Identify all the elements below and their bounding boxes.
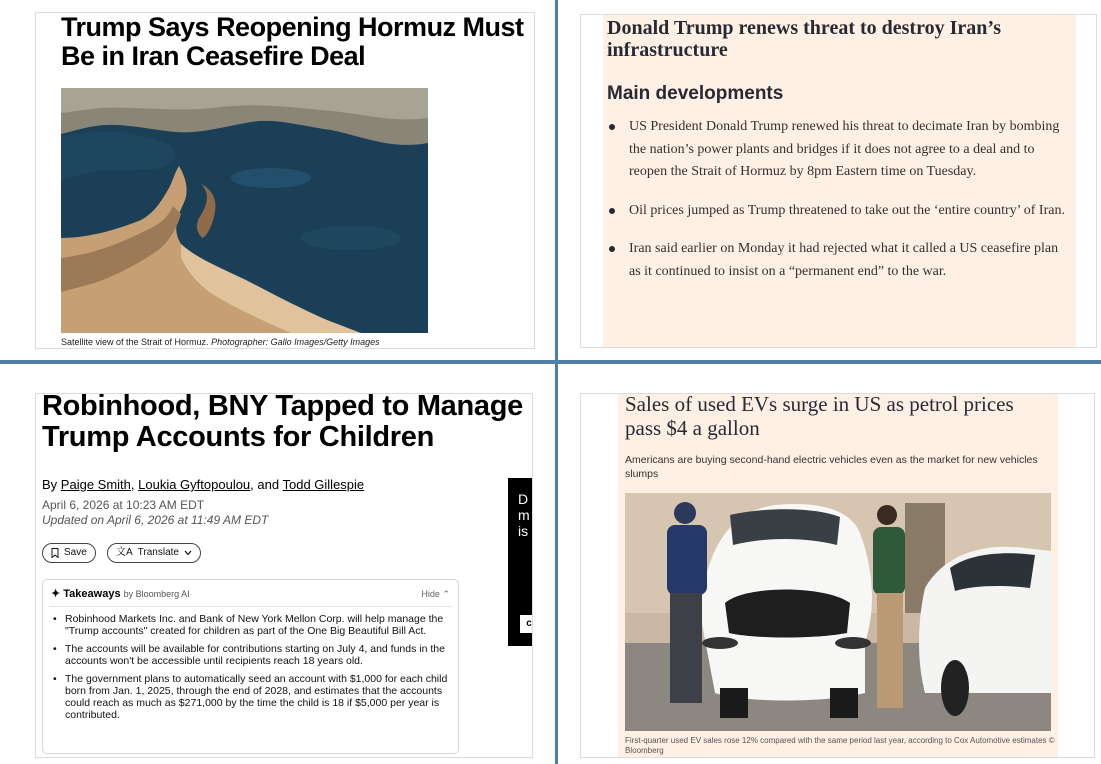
list-item: • The accounts will be available for contributions starting on July 4, and funds in the accounts won't be accessible until recipients reach 18 years old. [53,643,445,667]
hormuz-headline[interactable]: Trump Says Reopening Hormuz Must Be in Iran Ceasefire Deal [61,12,524,71]
chevron-down-icon [184,550,192,556]
hormuz-credit: Photographer: Gallo Images/Getty Images [211,337,380,347]
published-date: April 6, 2026 at 10:23 AM EDT [42,498,205,512]
ad-banner[interactable]: D m is c [508,478,533,646]
robinhood-headline[interactable]: Robinhood, BNY Tapped to Manage Trump Accounts for Children [42,393,523,453]
bullet-icon [609,246,615,252]
author-link[interactable]: Todd Gillespie [282,477,365,492]
bullet-icon [609,124,615,130]
main-developments-heading: Main developments [607,83,784,104]
save-button[interactable]: Save [42,543,96,563]
developments-list [607,116,1069,299]
list-item: Iran said earlier on Monday it had rejected what it called a US ceasefire plan as it continued to insist on a “permanent end” to the war. [607,238,1069,283]
list-item: • The government plans to automatically seed an account with $1,000 for each child born from Jan. 1, 2025, through the end of 2028, and estimates that the accounts could reach as much as $271,000 by the time the child is 18 if $5,000 per year is contributed. [53,673,448,721]
article-robinhood [35,393,533,758]
ev-photo [625,493,1051,731]
used-evs-headline[interactable]: Sales of used EVs surge in US as petrol prices pass $4 a gallon [625,393,1014,440]
list-item: US President Donald Trump renewed his threat to decimate Iran by bombing the nation’s power plants and bridges if it does not agree to a deal and to reopen the Strait of Hormuz by 8pm Eastern time on Tuesday. [607,116,1069,184]
takeaways-title: ✦ Takeaways by Bloomberg AI [51,588,190,600]
list-item: Oil prices jumped as Trump threatened to take out the ‘entire country’ of Iran. [607,200,1069,223]
ad-close-button[interactable]: c [520,615,533,633]
author-link[interactable]: Paige Smith [60,477,131,492]
author-link[interactable]: Loukia Gyftopoulou [138,477,251,492]
updated-date: Updated on April 6, 2026 at 11:49 AM EDT [42,513,269,527]
article-used-evs [580,393,1095,758]
translate-button[interactable]: 文A Translate [107,543,201,563]
hormuz-caption: Satellite view of the Strait of Hormuz. Photographer: Gallo Images/Getty Images [61,337,380,347]
vertical-divider [555,0,558,764]
article-ft-iran [580,14,1097,348]
list-item: • Robinhood Markets Inc. and Bank of New York Mellon Corp. will help manage the "Trump accounts" created for children as part of the One Big Beautiful Bill Act. [53,613,444,637]
chevron-up-icon: ⌃ [442,589,450,599]
sparkle-icon: ✦ [51,588,61,600]
translate-icon: 文A [116,547,133,558]
hide-button[interactable]: Hide ⌃ [421,589,450,599]
takeaways-list [51,613,451,727]
takeaways-separator [49,606,452,607]
bullet-icon [609,208,615,214]
article-hormuz [35,12,535,349]
horizontal-divider [0,360,1101,364]
byline: By Paige Smith, Loukia Gyftopoulou, and Todd Gillespie [42,477,365,492]
ev-caption: First-quarter used EV sales rose 12% compared with the same period last year, according to Cox Automotive estimates © Bloomberg [625,736,1055,755]
satellite-image [61,88,428,333]
takeaways-box [42,579,459,754]
bookmark-icon [51,548,59,558]
ft-iran-headline[interactable]: Donald Trump renews threat to destroy Iran’s infrastructure [607,17,1002,61]
standfirst: Americans are buying second-hand electric vehicles even as the market for new vehicles slumps [625,454,1038,480]
